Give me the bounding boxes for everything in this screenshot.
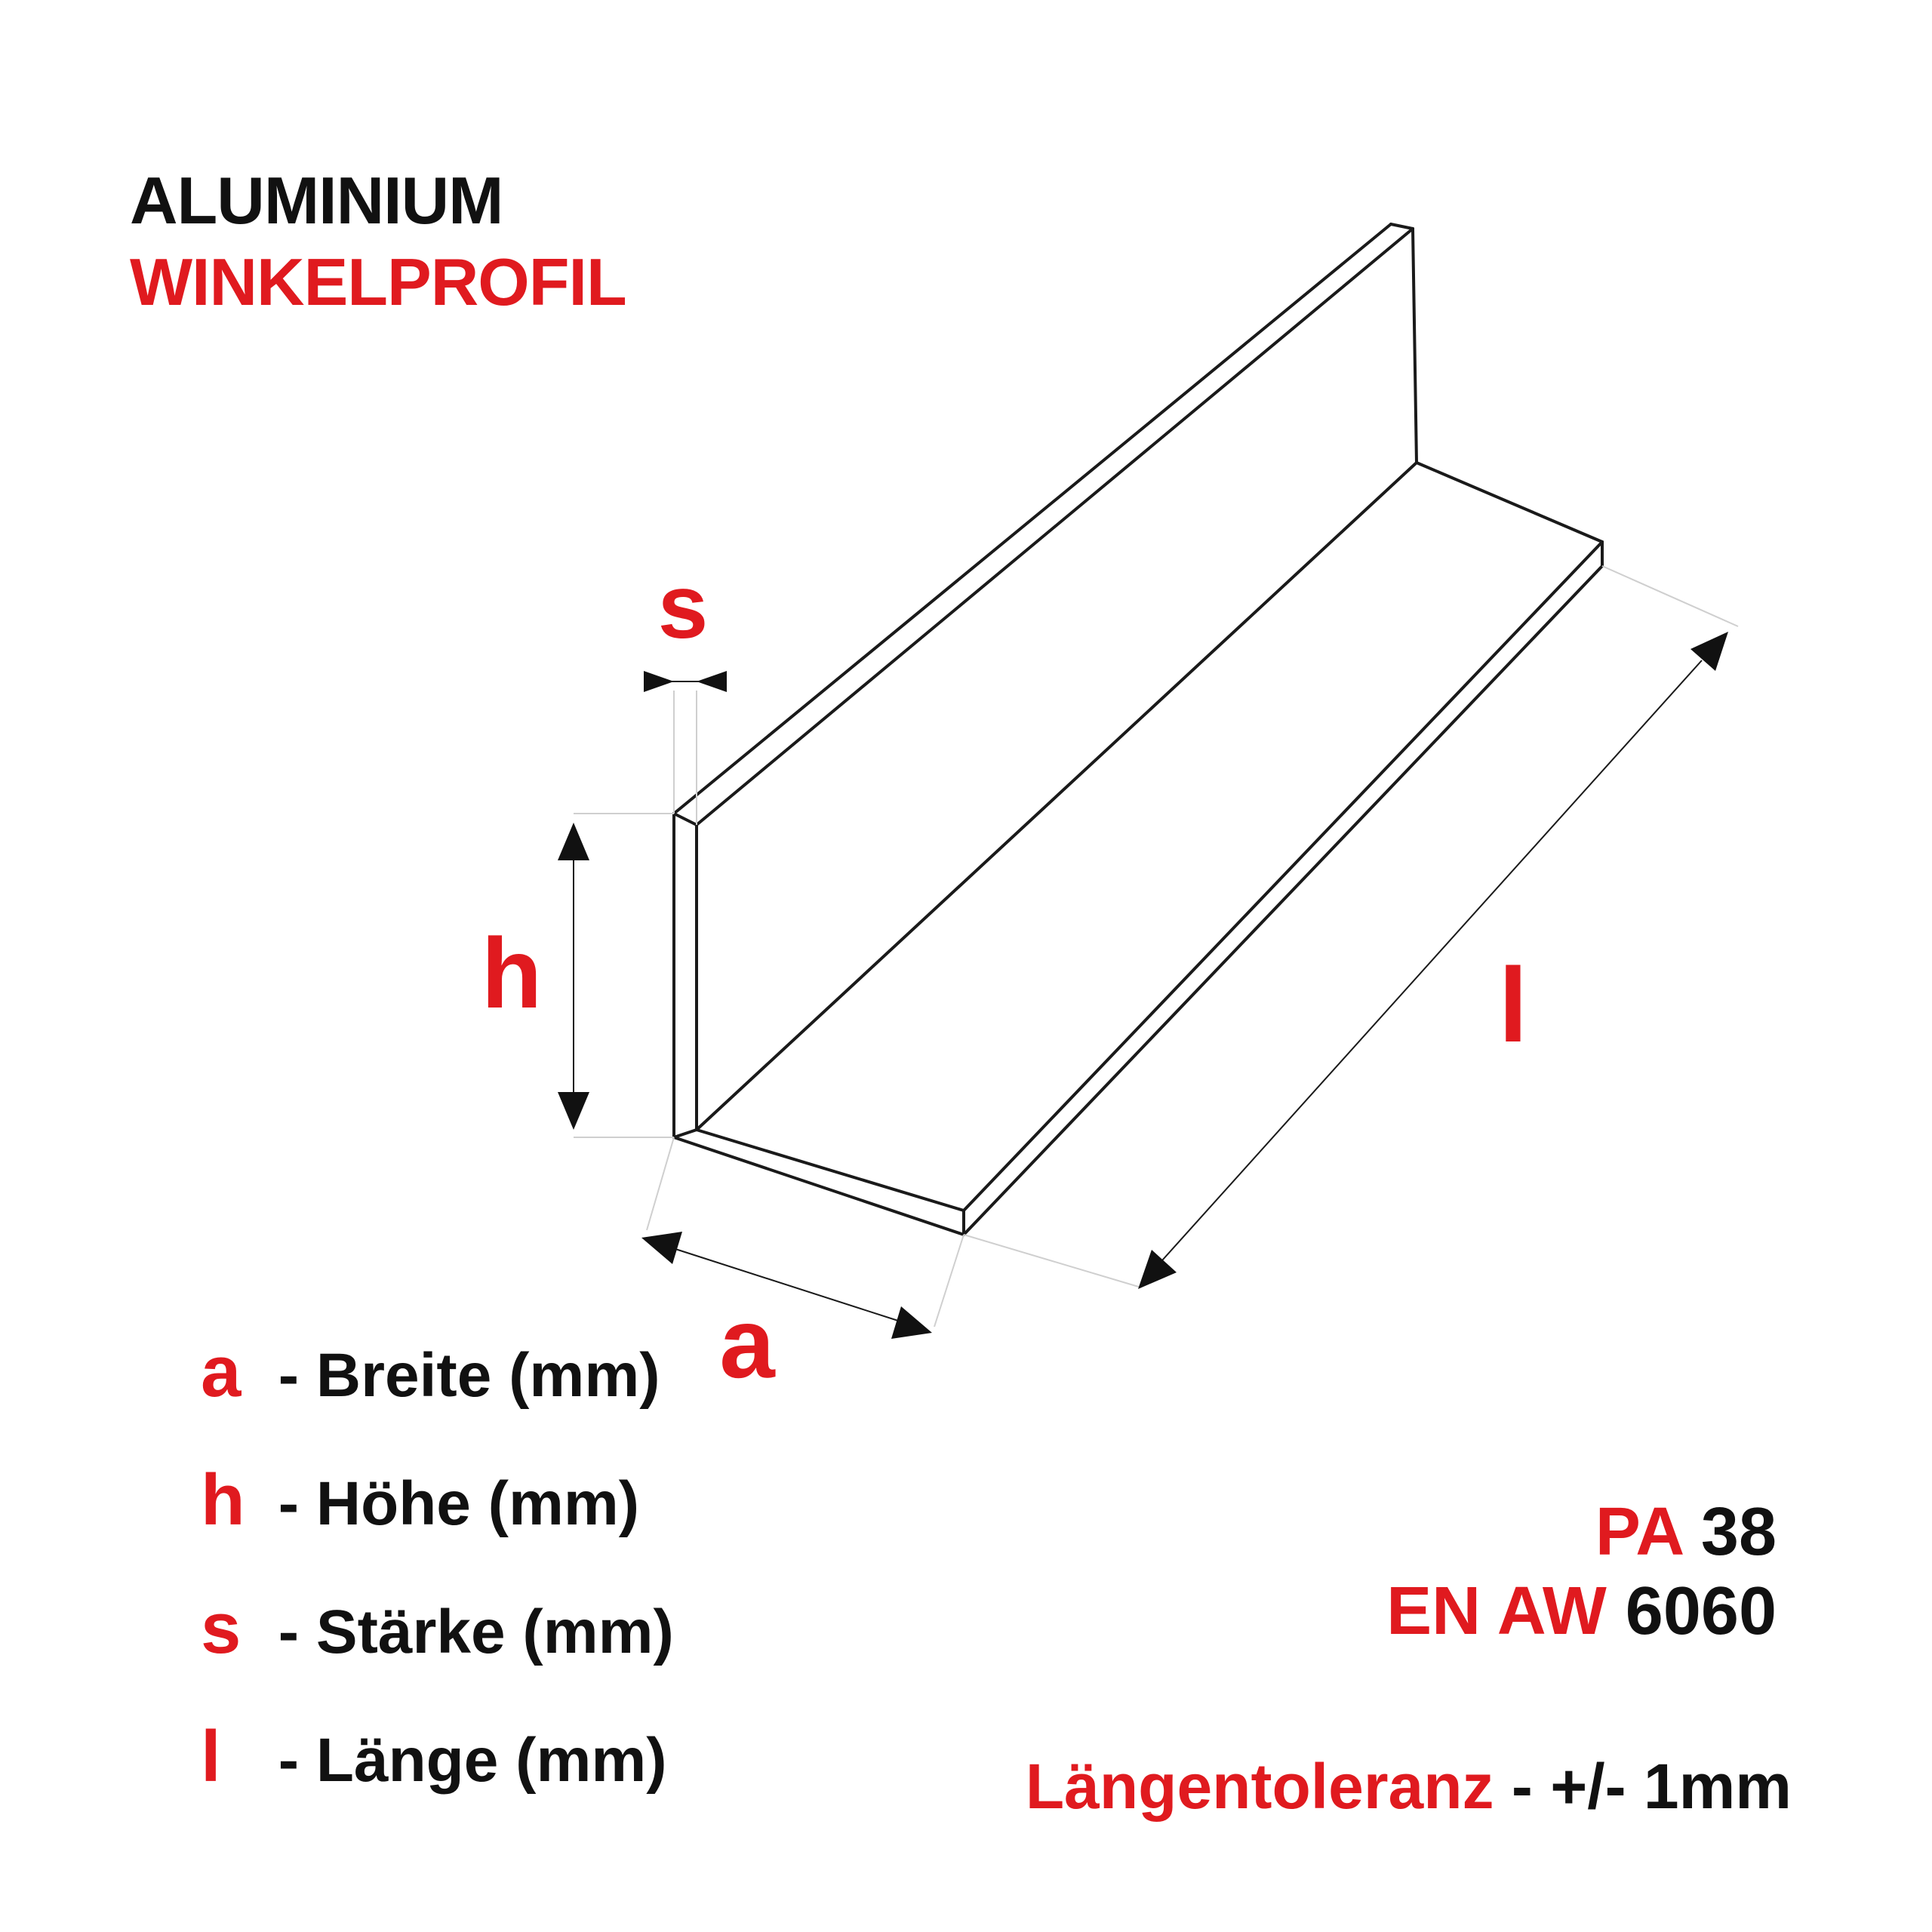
spec-code: EN AW: [1386, 1574, 1607, 1649]
guide-a-left: [647, 1137, 674, 1230]
legend-text: - Breite (mm): [278, 1341, 660, 1410]
dimension-a: [641, 1232, 932, 1339]
horizontal-leg-front-face: [674, 1130, 964, 1235]
dimension-label-l: l: [1498, 946, 1528, 1064]
vertical-leg-back-edge: [1413, 229, 1417, 463]
tolerance-label: Längentoleranz: [1025, 1751, 1494, 1822]
legend-text: - Stärke (mm): [278, 1598, 674, 1666]
profile-outline: [674, 224, 1602, 1235]
guide-l-back: [1602, 566, 1738, 626]
dimension-h: [558, 823, 589, 1130]
title-line-1: ALUMINIUM: [130, 163, 503, 238]
title-line-2: WINKELPROFIL: [130, 245, 626, 319]
dimension-s-arrow-left: [644, 671, 674, 692]
inner-corner-edge: [697, 463, 1417, 1130]
dimension-s: [644, 671, 727, 692]
legend-symbol: s: [201, 1588, 242, 1669]
dimension-a-arrow-right: [891, 1306, 932, 1339]
horizontal-leg-front-bottom: [964, 566, 1602, 1235]
dimension-l-arrow-top: [1690, 632, 1728, 671]
legend-symbol: l: [201, 1716, 221, 1797]
legend-text: - Länge (mm): [278, 1726, 667, 1795]
vertical-leg-top-edge-inner: [697, 229, 1413, 825]
tolerance-value: - +/- 1mm: [1511, 1751, 1792, 1822]
dimension-s-arrow-right: [697, 671, 727, 692]
legend-row-s: [201, 1588, 674, 1669]
vertical-leg-top-end: [1391, 224, 1413, 229]
dimension-a-arrow-left: [641, 1232, 682, 1264]
horizontal-leg-front-top: [964, 542, 1602, 1211]
guide-a-right: [934, 1235, 964, 1327]
guide-l-front: [964, 1235, 1141, 1287]
dimension-a-line: [675, 1249, 898, 1321]
spec-line-1: [1595, 1494, 1777, 1570]
legend-symbol: h: [201, 1460, 245, 1540]
dimension-label-s: s: [657, 556, 709, 657]
vertical-leg-top-edge-outer: [674, 224, 1391, 814]
vertical-leg-front-face: [674, 814, 697, 1137]
spec-line-2: [1386, 1574, 1777, 1649]
dimension-l-arrow-bottom: [1138, 1250, 1177, 1289]
dimension-label-h: h: [481, 918, 543, 1029]
dimension-h-arrow-bottom: [558, 1092, 589, 1130]
legend-row-h: [201, 1460, 640, 1540]
legend-row-a: [201, 1331, 660, 1412]
dimension-h-arrow-top: [558, 823, 589, 860]
legend-text: - Höhe (mm): [278, 1469, 640, 1538]
dimension-label-a: a: [719, 1287, 775, 1398]
dimension-l-line: [1162, 660, 1702, 1260]
guide-lines: [574, 566, 1738, 1327]
horizontal-leg-back-edge: [1417, 463, 1602, 542]
spec-value: 38: [1700, 1494, 1777, 1570]
legend-symbol: a: [201, 1331, 242, 1412]
spec-value: 6060: [1625, 1574, 1777, 1649]
length-tolerance: [1025, 1751, 1792, 1822]
spec-code: PA: [1595, 1494, 1682, 1570]
legend-row-l: [201, 1716, 667, 1797]
